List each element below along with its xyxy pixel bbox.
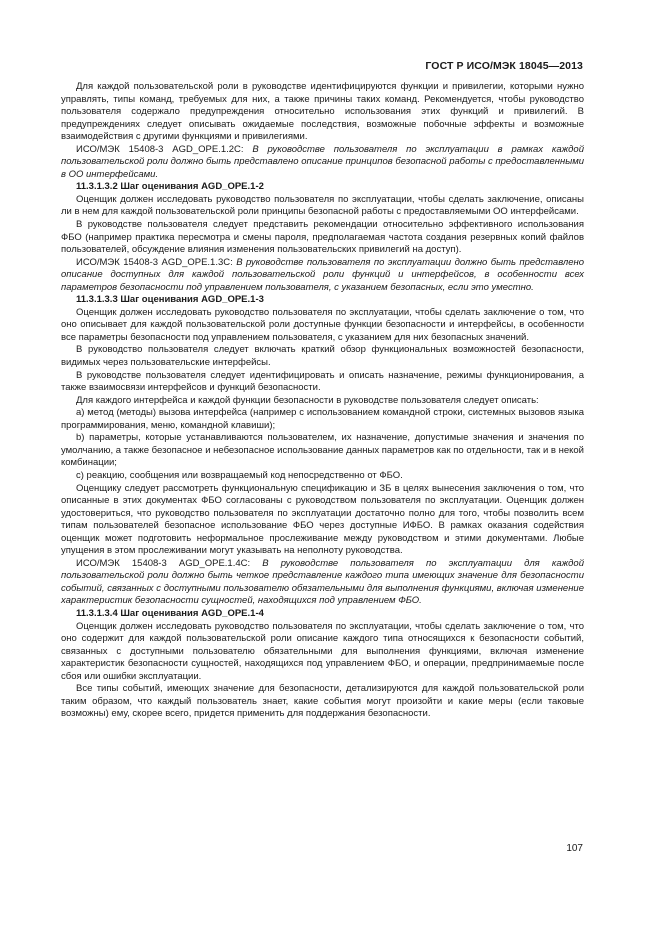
section-heading: 11.3.1.3.2 Шаг оценивания AGD_OPE.1-2 bbox=[76, 181, 264, 193]
standard-requirement-note bbox=[61, 144, 584, 182]
requirement-text: В руководстве пользователя по эксплуатации в рамках каждой пользовательской роли должно быть представлено описание принципов безопасной работы с предоставленными в ОО интерфейсами. bbox=[61, 143, 584, 180]
requirement-id: ИСО/МЭК 15408-3 AGD_OPE.1.2C: bbox=[76, 143, 253, 155]
requirement-id: ИСО/МЭК 15408-3 AGD_OPE.1.4C: bbox=[76, 557, 263, 569]
paragraph: Оценщик должен исследовать руководство пользователя по эксплуатации, чтобы сделать заключение, описаны ли в нем для каждой пользовательской роли принципы безопасной работы с предоставляемыми ОО интерфейсами. bbox=[61, 193, 584, 218]
paragraph: В руководстве пользователя следует представить рекомендации относительно эффективного использования ФБО (например практика пересмотра и смены пароля, предполагаемая частота создания резервных копий файлов пользователей, обсуждение влияния изменения пользовательских привилегий на доступ). bbox=[61, 219, 584, 256]
paragraph: В руководство пользователя следует включать краткий обзор функциональных возможностей безопасности, видимых через пользовательские интерфейсы. bbox=[61, 344, 584, 369]
document-header: ГОСТ Р ИСО/МЭК 18045—2013 bbox=[425, 60, 583, 72]
paragraph: Для каждого интерфейса и каждой функции безопасности в руководстве пользователя следует описать: bbox=[76, 394, 539, 406]
section-heading: 11.3.1.3.4 Шаг оценивания AGD_OPE.1-4 bbox=[76, 607, 264, 619]
document-body bbox=[61, 81, 584, 721]
paragraph: Оценщику следует рассмотреть функциональную спецификацию и ЗБ в целях вынесения заключения о том, что описанные в этих документах ФБО согласованы с руководством пользователя по эксплуатации. Оценщик должен удостовериться, что руководство пользователя по эксплуатации достаточно полно для того, чтобы позволить всем типам пользователей безопасное использование ФБО через доступные ИФБО. В рамках оказания содействия оценщик может подготовить неформальное прослеживание между руководством и этими документами. Любые упущения в этом прослеживании могут указывать на неполноту руководства. bbox=[61, 482, 584, 557]
paragraph: Для каждой пользовательской роли в руководстве идентифицируются функции и привилегии, которыми нужно управлять, типы команд, требуемых для них, а также причины таких команд. Рекомендуется, чтобы руководство пользователя содержало предупреждения относительно использования этих функций и привилегий. В предупреждениях следует описывать ожидаемые последствия, возможные побочные эффекты и возможные взаимодействия с другими функциями и привилегиями. bbox=[61, 81, 584, 143]
list-item: b) параметры, которые устанавливаются пользователем, их назначение, допустимые значения и значения по умолчанию, а также безопасное и небезопасное использование данных параметров как по отдельности, так и в некой комбинации; bbox=[61, 432, 584, 469]
paragraph: В руководстве пользователя следует идентифицировать и описать назначение, режимы функционирования, а также взаимосвязи интерфейсов и функций безопасности. bbox=[61, 369, 584, 394]
standard-requirement-note bbox=[61, 558, 584, 608]
paragraph: Все типы событий, имеющих значение для безопасности, детализируются для каждой пользовательской роли таким образом, что каждый пользователь знает, какие события могут произойти и какие меры (если таковые возможны) ему, скорее всего, придется применить для поддержания безопасности. bbox=[61, 683, 584, 720]
list-item: c) реакцию, сообщения или возвращаемый код непосредственно от ФБО. bbox=[76, 469, 403, 481]
paragraph: Оценщик должен исследовать руководство пользователя по эксплуатации, чтобы сделать заключение о том, что оно содержит для каждой пользовательской роли описание каждого типа относящихся к безопасности событий, связанных с доступными пользователю обязательными для выполнения функциями, включая изменение характеристик безопасности сущностей, находящихся под управлением ФБО, и операции, предпринимаемые после сбоя или ошибки эксплуатации. bbox=[61, 620, 584, 682]
list-item: a) метод (методы) вызова интерфейса (например с использованием командной строки, системных вызовов языка программирования, меню, командной клавиши); bbox=[61, 407, 584, 431]
requirement-id: ИСО/МЭК 15408-3 AGD_OPE.1.3C: bbox=[76, 256, 237, 268]
requirement-text: В руководстве пользователя по эксплуатации для каждой пользовательской роли должно быть четкое представление каждого типа имеющих значение для безопасности событий, связанных с доступными пользователю обязательными для выполнения функциями, включая изменение характеристик безопасности сущностей, находящихся под управлением ФБО. bbox=[61, 557, 584, 607]
standard-requirement-note bbox=[61, 257, 584, 295]
section-heading: 11.3.1.3.3 Шаг оценивания AGD_OPE.1-3 bbox=[76, 294, 264, 306]
requirement-text: В руководстве пользователя по эксплуатации должно быть представлено описание доступных для каждой пользовательской роли функций и интерфейсов, в особенности всех параметров безопасности под управлением пользователя, с указанием безопасных, если это уместно. bbox=[61, 256, 584, 293]
page-number: 107 bbox=[566, 843, 583, 854]
paragraph: Оценщик должен исследовать руководство пользователя по эксплуатации, чтобы сделать заключение о том, что оно описывает для каждой пользовательской роли доступные функции безопасности и интерфейсы, в особенности все параметры безопасности под управлением пользователя, с указанием для них безопасных значений. bbox=[61, 306, 584, 343]
